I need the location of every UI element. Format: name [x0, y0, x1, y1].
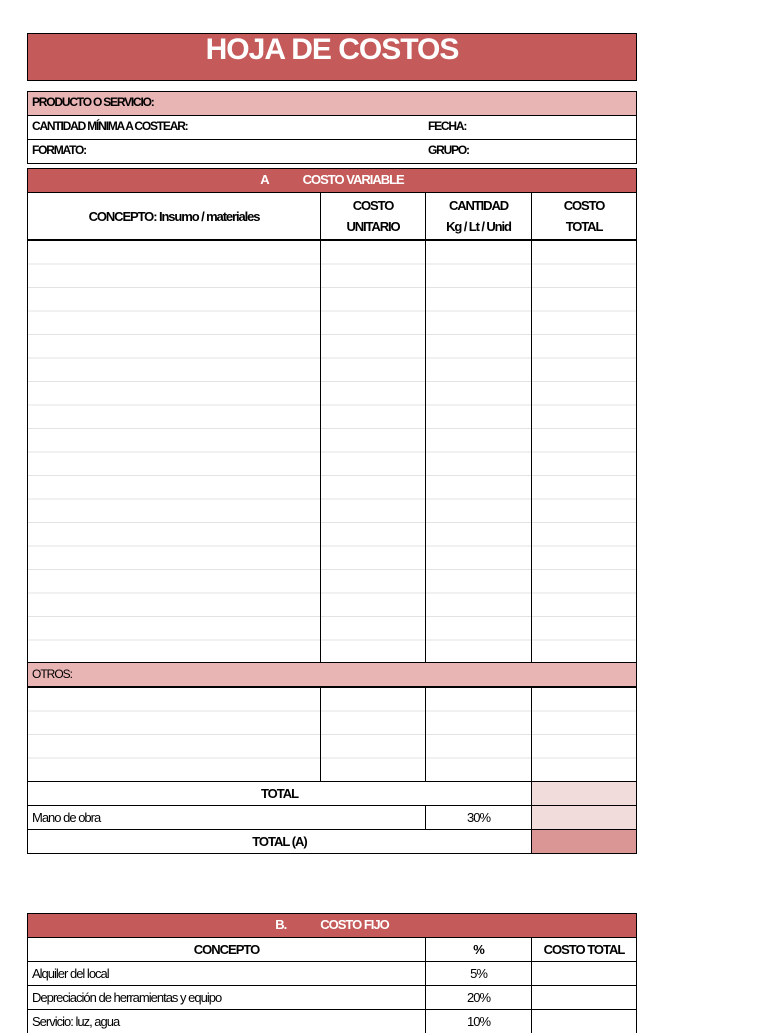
fixed-percent-cell: 20%	[426, 986, 532, 1009]
format-label: FORMATO:	[32, 143, 86, 157]
variable-cost-column-headers	[28, 193, 636, 241]
fixed-total-header: COSTO TOTAL	[543, 942, 625, 957]
others-input-grid[interactable]	[28, 688, 636, 782]
others-row[interactable]: OTROS:	[28, 662, 636, 688]
total-cost-column-header: COSTO TOTAL	[563, 198, 605, 234]
variable-cost-input-grid[interactable]	[28, 241, 636, 662]
others-concept-cells[interactable]	[28, 688, 321, 781]
quantity-cells[interactable]	[426, 241, 532, 662]
others-total-cost-cells[interactable]	[532, 688, 636, 781]
fixed-concept-cell: Alquiler del local	[28, 962, 426, 985]
format-group-row[interactable]	[28, 140, 636, 163]
fixed-concept-cell: Servicio: luz, agua	[28, 1010, 426, 1033]
fixed-total-cell[interactable]	[532, 962, 636, 985]
product-label: PRODUCTO O SERVICIO:	[32, 95, 154, 109]
product-info-block	[27, 91, 637, 164]
quantity-date-row[interactable]	[28, 116, 636, 140]
variable-cost-section	[27, 168, 637, 854]
fixed-cost-header	[28, 914, 636, 938]
labor-label: Mano de obra	[28, 806, 426, 829]
total-a-value-cell[interactable]	[532, 830, 636, 853]
labor-row	[28, 806, 636, 830]
others-unit-cost-cells[interactable]	[321, 688, 426, 781]
table-row	[28, 962, 636, 986]
fixed-concept-cell: Depreciación de herramientas y equipo	[28, 986, 426, 1009]
table-row	[28, 1010, 636, 1033]
total-cost-cells[interactable]	[532, 241, 636, 662]
fixed-concept-header: CONCEPTO	[28, 938, 426, 961]
min-quantity-label: CANTIDAD MÍNIMA A COSTEAR:	[32, 119, 188, 133]
fixed-cost-section	[27, 913, 637, 1033]
quantity-column-header: CANTIDAD Kg / Lt / Unid	[426, 193, 532, 239]
total-a-label: TOTAL (A)	[28, 830, 532, 853]
total-label: TOTAL	[28, 782, 532, 805]
group-label: GRUPO:	[428, 143, 469, 157]
unit-cost-column-header: COSTO UNITARIO	[321, 193, 426, 239]
section-letter-a: A	[260, 172, 269, 187]
unit-cost-cells[interactable]	[321, 241, 426, 662]
labor-value-cell[interactable]	[532, 806, 636, 829]
sheet-title: HOJA DE COSTOS	[27, 33, 637, 81]
fixed-percent-cell: 5%	[426, 962, 532, 985]
fixed-cost-column-headers	[28, 938, 636, 962]
total-row	[28, 782, 636, 806]
others-quantity-cells[interactable]	[426, 688, 532, 781]
concept-column-header: CONCEPTO: Insumo / materiales	[28, 193, 321, 239]
variable-cost-title: COSTO VARIABLE	[302, 172, 404, 187]
fixed-percent-cell: 10%	[426, 1010, 532, 1033]
fixed-cost-title: COSTO FIJO	[320, 917, 389, 932]
fixed-total-cell[interactable]	[532, 1010, 636, 1033]
total-value-cell[interactable]	[532, 782, 636, 805]
total-a-row	[28, 830, 636, 853]
table-row	[28, 986, 636, 1010]
fixed-total-cell[interactable]	[532, 986, 636, 1009]
product-row[interactable]	[28, 92, 636, 116]
date-label: FECHA:	[428, 119, 467, 133]
concept-cells[interactable]	[28, 241, 321, 662]
section-letter-b: B.	[275, 917, 287, 932]
variable-cost-header	[28, 169, 636, 193]
labor-percent: 30%	[426, 806, 532, 829]
fixed-percent-header: %	[426, 938, 532, 961]
